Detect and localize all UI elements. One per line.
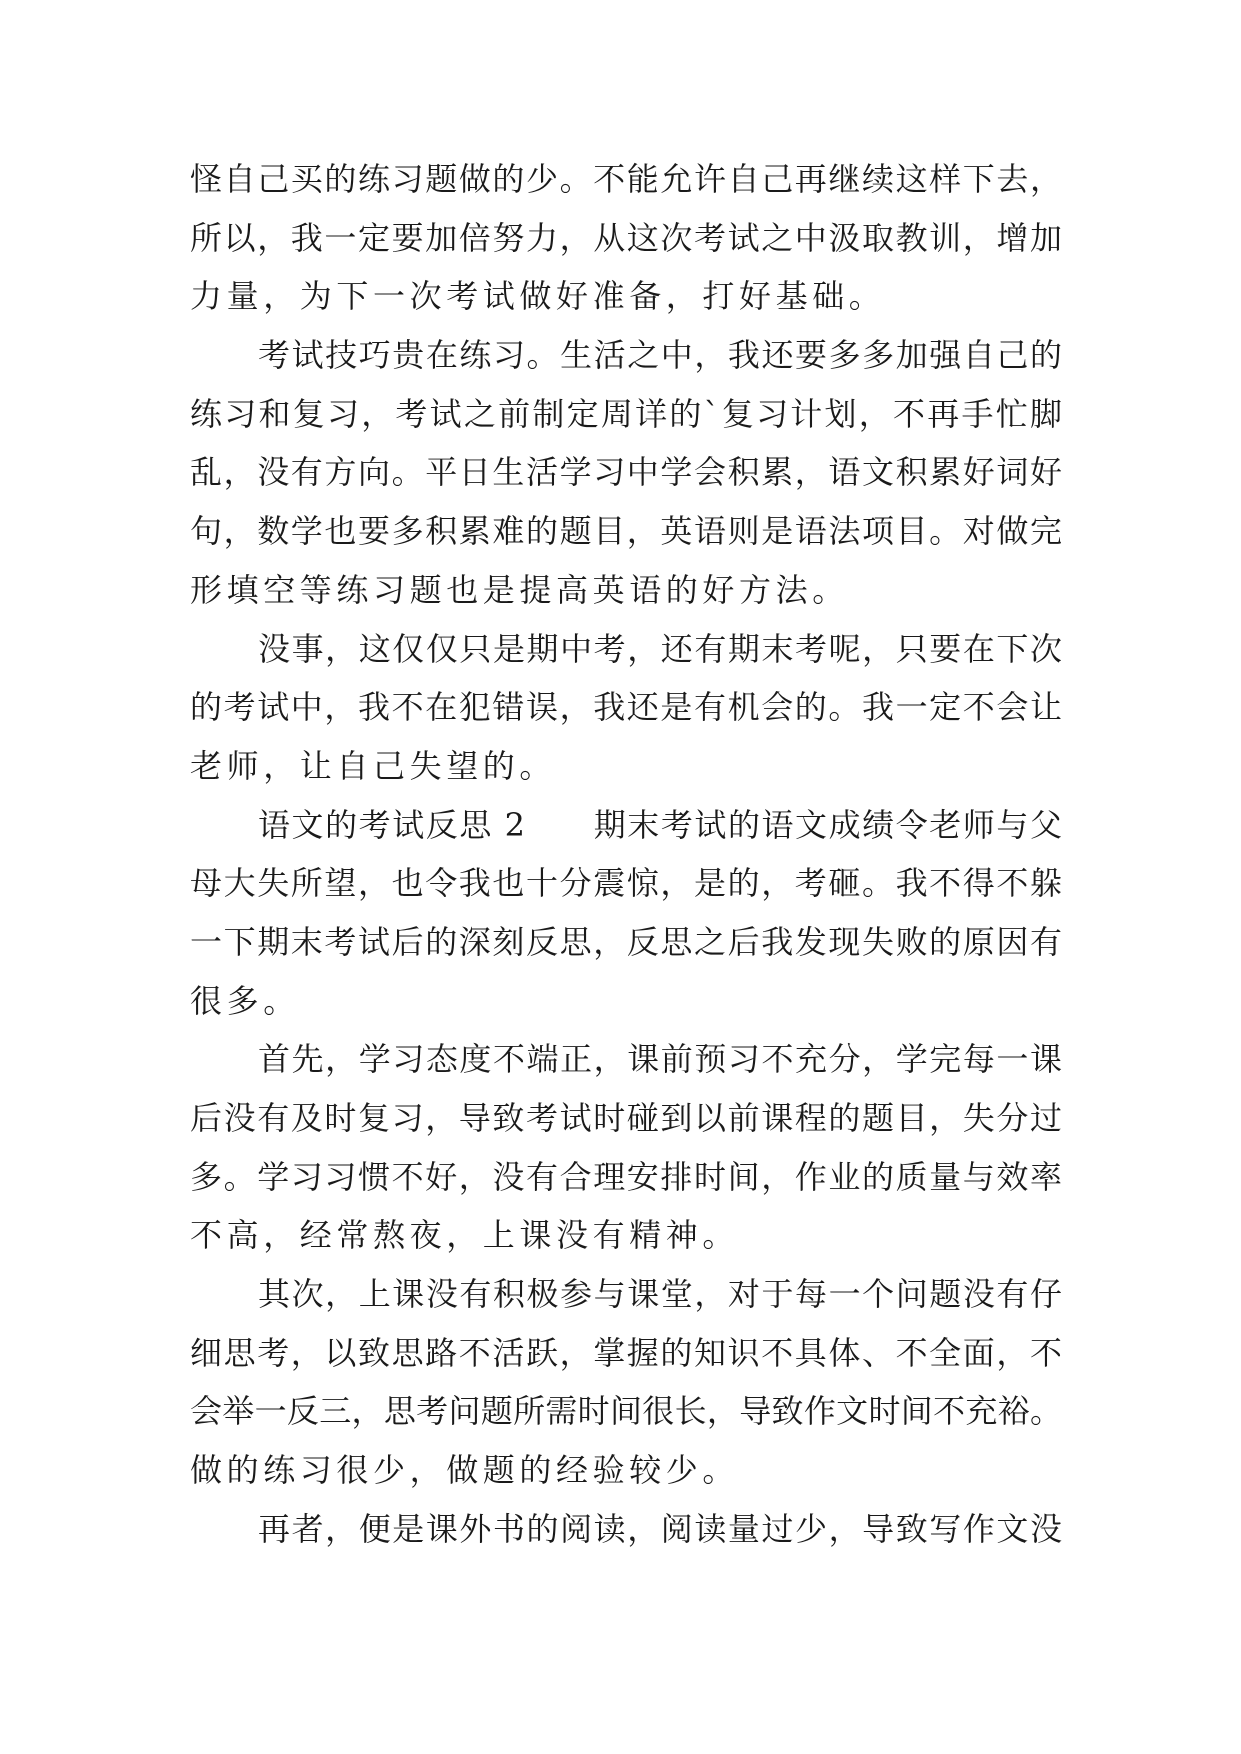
text-line: 乱，没有方向。平日生活学习中学会积累，语文积累好词好	[190, 453, 1062, 492]
text-line: 首先，学习态度不端正，课前预习不充分，学完每一课	[258, 1040, 1062, 1079]
body-text	[190, 150, 1062, 1559]
text-line: 语文的考试反思 2 期末考试的语文成绩令老师与父	[258, 805, 1062, 844]
text-line: 细思考，以致思路不活跃，掌握的知识不具体、不全面，不	[190, 1333, 1062, 1372]
text-line: 没事，这仅仅只是期中考，还有期末考呢，只要在下次	[258, 629, 1062, 668]
text-line: 其次，上课没有积极参与课堂，对于每一个问题没有仔	[258, 1275, 1062, 1314]
text-line: 后没有及时复习，导致考试时碰到以前课程的题目，失分过	[190, 1099, 1062, 1137]
text-line: 考试技巧贵在练习。生活之中，我还要多多加强自己的	[258, 336, 1062, 375]
text-line: 的考试中，我不在犯错误，我还是有机会的。我一定不会让	[190, 688, 1062, 727]
text-line: 做的练习很少，做题的经验较少。	[190, 1451, 740, 1490]
text-line: 很多。	[190, 981, 300, 1020]
text-line: 句，数学也要多积累难的题目，英语则是语法项目。对做完	[190, 512, 1062, 551]
text-line: 一下期末考试后的深刻反思，反思之后我发现失败的原因有	[190, 922, 1062, 961]
text-line: 练习和复习，考试之前制定周详的`复习计划，不再手忙脚	[190, 394, 1062, 433]
text-line: 会举一反三，思考问题所需时间很长，导致作文时间不充裕。	[190, 1392, 1062, 1431]
text-line: 不高，经常熬夜，上课没有精神。	[190, 1216, 740, 1255]
text-line: 力量，为下一次考试做好准备，打好基础。	[190, 277, 886, 316]
text-line: 怪自己买的练习题做的少。不能允许自己再继续这样下去，	[190, 160, 1062, 198]
text-line: 母大失所望，也令我也十分震惊，是的，考砸。我不得不躲	[190, 864, 1062, 903]
text-line: 多。学习习惯不好，没有合理安排时间，作业的质量与效率	[190, 1157, 1062, 1196]
text-line: 所以，我一定要加倍努力，从这次考试之中汲取教训，增加	[190, 218, 1062, 257]
text-line: 再者，便是课外书的阅读，阅读量过少，导致写作文没	[258, 1509, 1062, 1548]
text-line: 老师，让自己失望的。	[190, 746, 557, 785]
text-line: 形填空等练习题也是提高英语的好方法。	[190, 570, 849, 609]
